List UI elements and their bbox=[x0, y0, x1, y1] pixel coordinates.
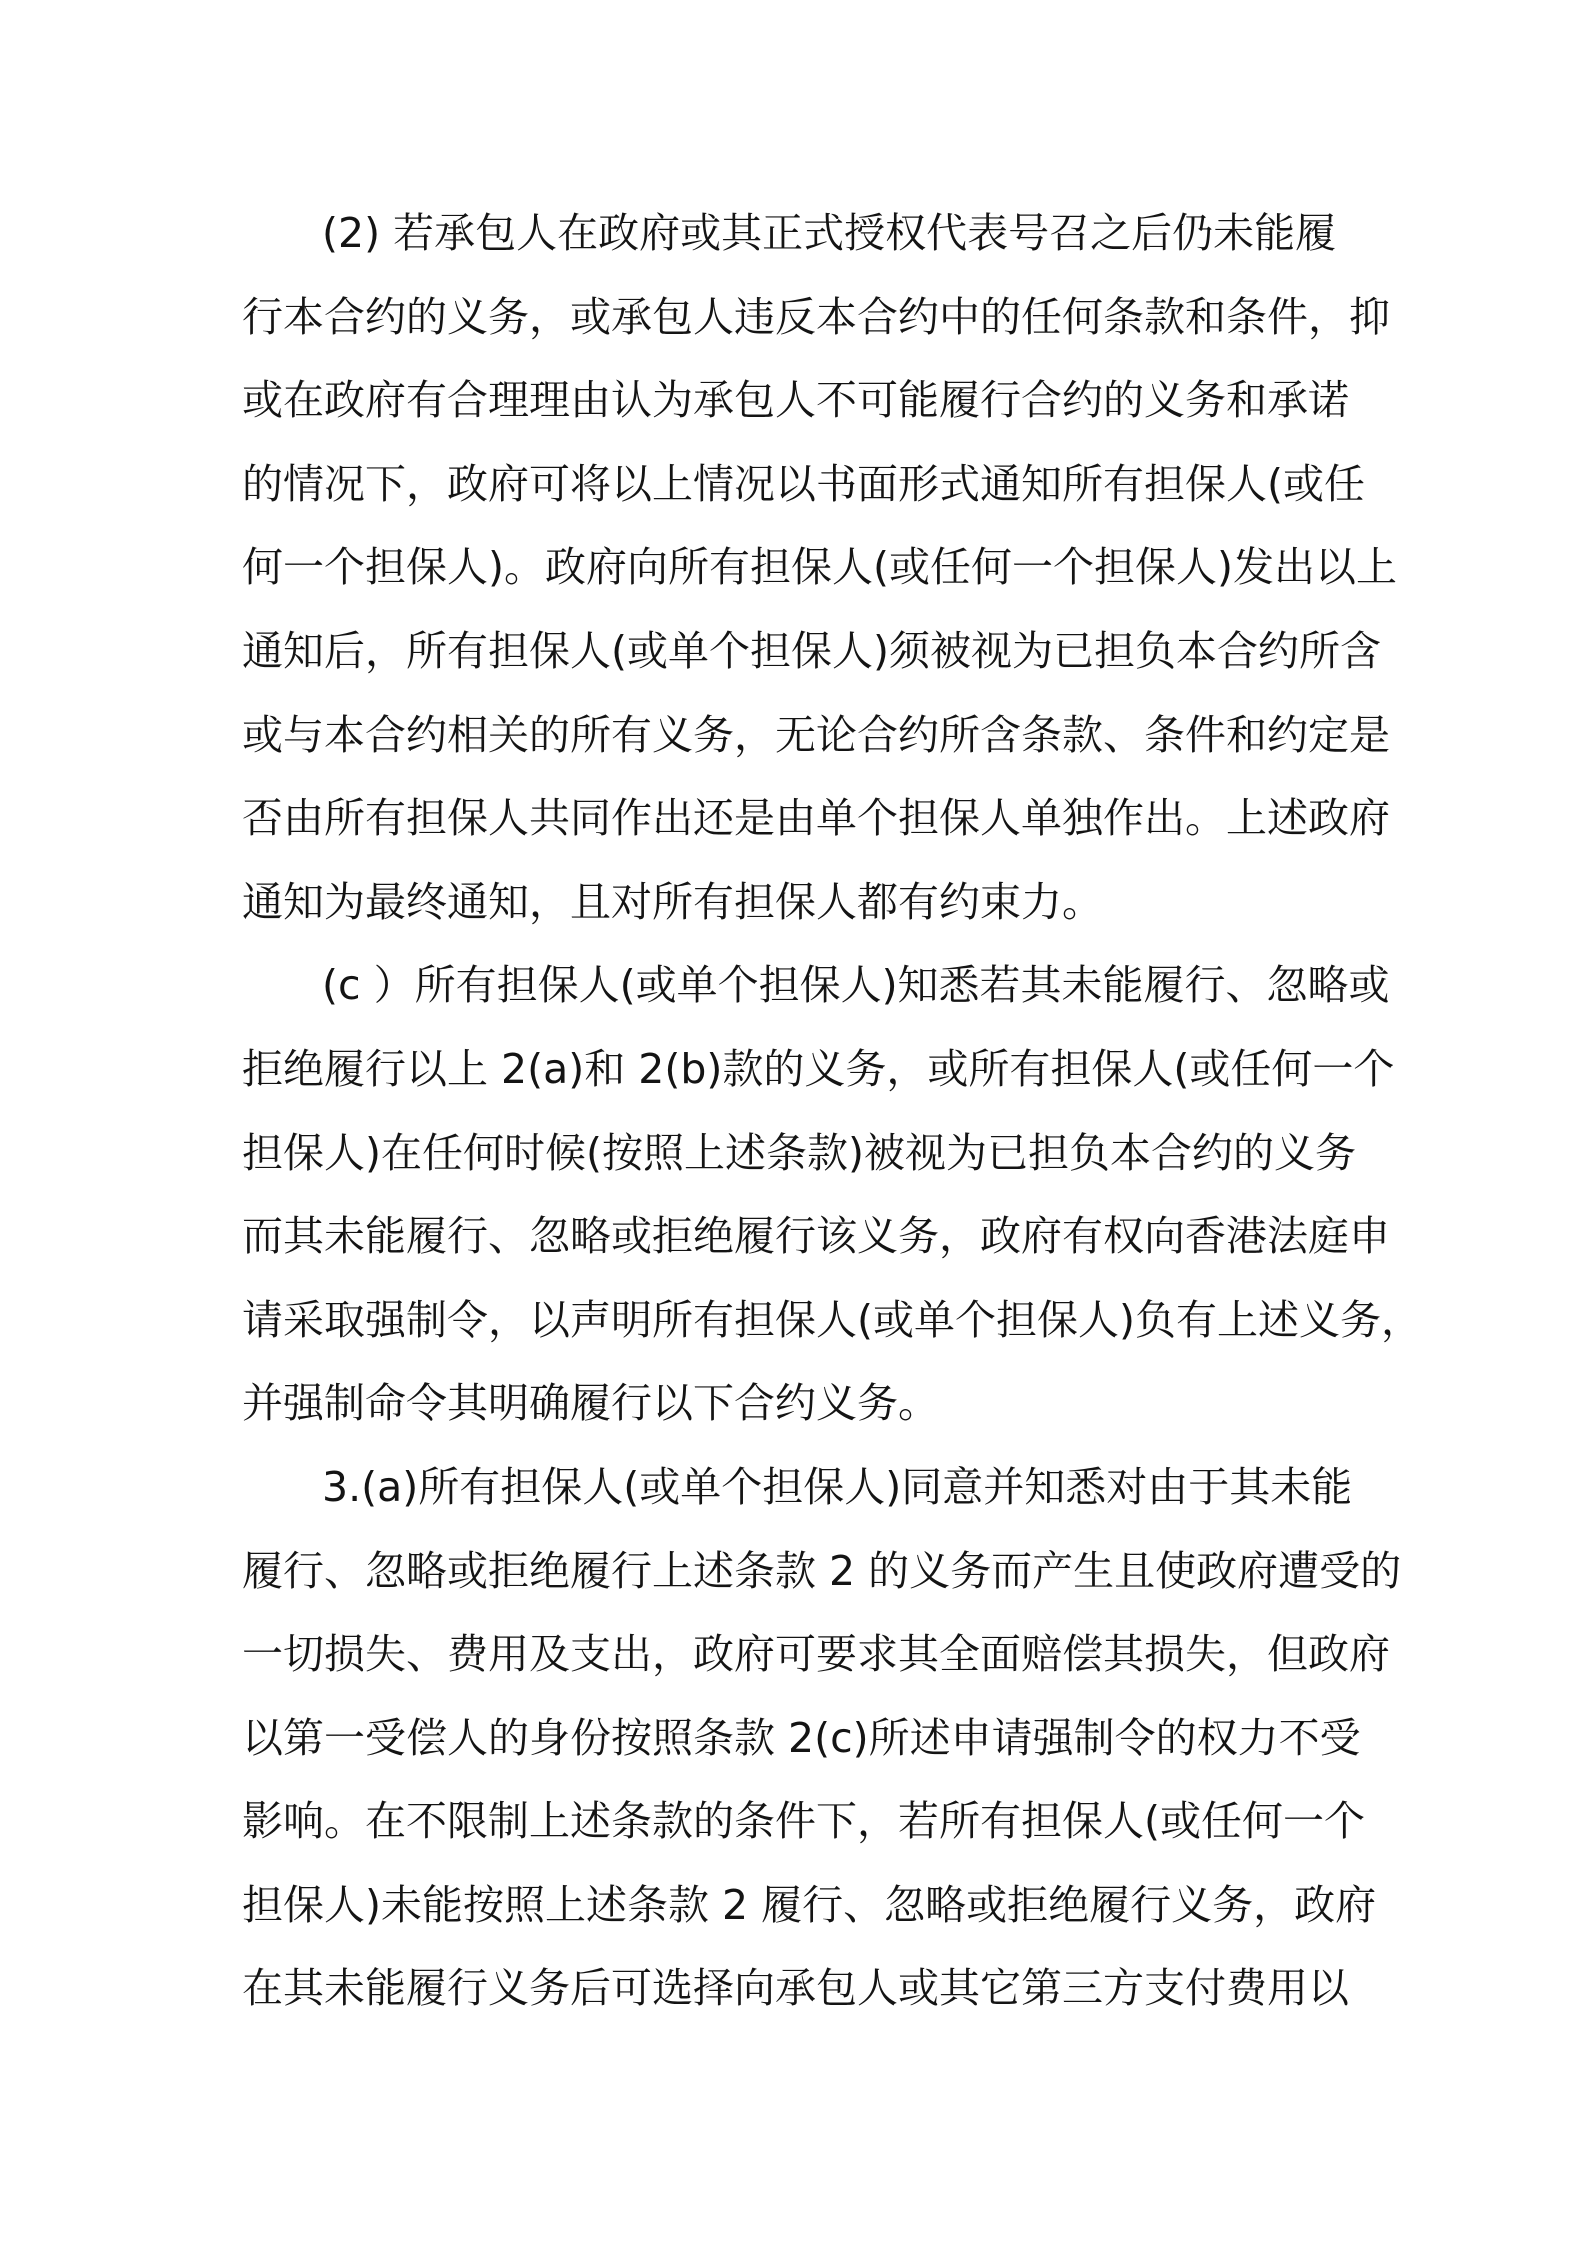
text-line: 何一个担保人)。政府向所有担保人(或任何一个担保人)发出以上 bbox=[242, 543, 1397, 592]
text-line: 影响。在不限制上述条款的条件下，若所有担保人(或任何一个 bbox=[242, 1797, 1365, 1846]
text-line: 担保人)未能按照上述条款 2 履行、忽略或拒绝履行义务，政府 bbox=[242, 1880, 1377, 1929]
text-line: 或在政府有合理理由认为承包人不可能履行合约的义务和承诺 bbox=[242, 376, 1349, 425]
paragraph-3a bbox=[242, 1446, 1402, 2031]
text-line: (c ）所有担保人(或单个担保人)知悉若其未能履行、忽略或 bbox=[322, 961, 1390, 1010]
text-line: 请采取强制令，以声明所有担保人(或单个担保人)负有上述义务， bbox=[242, 1295, 1422, 1344]
text-line: 3.(a)所有担保人(或单个担保人)同意并知悉对由于其未能 bbox=[322, 1462, 1353, 1511]
text-line: 在其未能履行义务后可选择向承包人或其它第三方支付费用以 bbox=[242, 1964, 1349, 2013]
text-line: 并强制命令其明确履行以下合约义务。 bbox=[242, 1379, 939, 1428]
text-line: 以第一受偿人的身份按照条款 2(c)所述申请强制令的权力不受 bbox=[242, 1713, 1361, 1762]
text-line: 而其未能履行、忽略或拒绝履行该义务，政府有权向香港法庭申 bbox=[242, 1212, 1390, 1261]
text-line: 一切损失、费用及支出，政府可要求其全面赔偿其损失，但政府 bbox=[242, 1630, 1390, 1679]
document-body bbox=[242, 192, 1422, 2031]
text-line: 行本合约的义务，或承包人违反本合约中的任何条款和条件，抑 bbox=[242, 292, 1390, 341]
paragraph-2c bbox=[242, 944, 1422, 1446]
text-line: (2) 若承包人在政府或其正式授权代表号召之后仍未能履 bbox=[322, 209, 1337, 257]
text-line: 或与本合约相关的所有义务，无论合约所含条款、条件和约定是 bbox=[242, 710, 1390, 759]
text-line: 拒绝履行以上 2(a)和 2(b)款的义务，或所有担保人(或任何一个 bbox=[242, 1044, 1395, 1093]
text-line: 通知后，所有担保人(或单个担保人)须被视为已担负本合约所含 bbox=[242, 626, 1381, 675]
text-line: 否由所有担保人共同作出还是由单个担保人单独作出。上述政府 bbox=[242, 794, 1390, 843]
text-line: 履行、忽略或拒绝履行上述条款 2 的义务而产生且使政府遭受的 bbox=[242, 1546, 1402, 1595]
text-line: 担保人)在任何时候(按照上述条款)被视为已担负本合约的义务 bbox=[242, 1128, 1356, 1177]
text-line: 通知为最终通知，且对所有担保人都有约束力。 bbox=[242, 877, 1103, 926]
text-line: 的情况下，政府可将以上情况以书面形式通知所有担保人(或任 bbox=[242, 459, 1365, 508]
paragraph-2b bbox=[242, 192, 1397, 944]
